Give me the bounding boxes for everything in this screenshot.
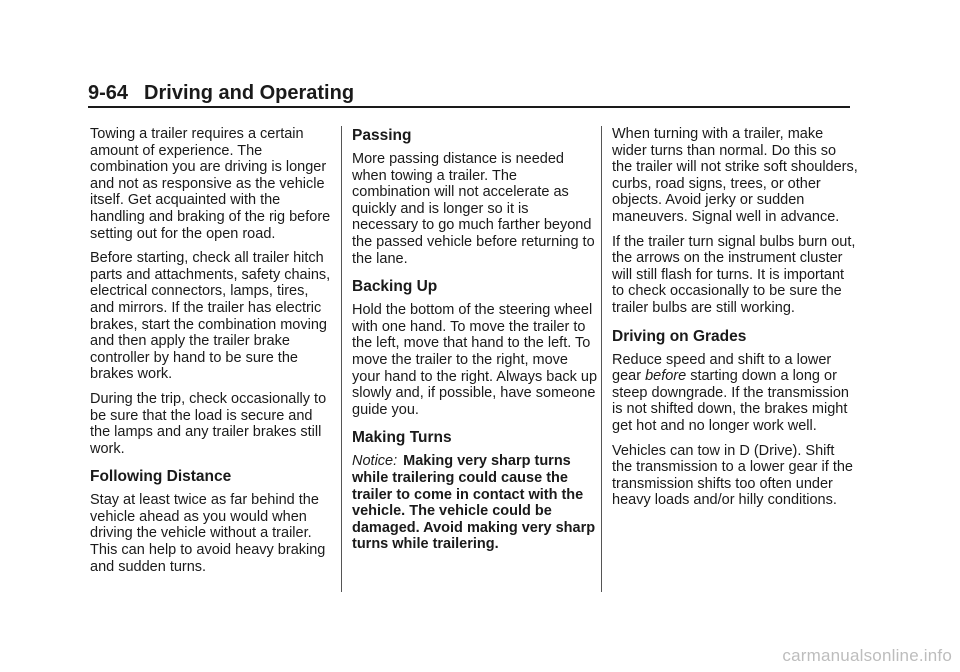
section-title: Driving and Operating bbox=[144, 82, 355, 104]
intro-paragraph: Towing a trailer requires a certain amount of experience. The combination you are driving is longer and not as responsive as the vehicle itself. Get acquainted with the handling and braking of the rig before setting out for the open road. bbox=[90, 126, 331, 242]
page-number: 9-64 bbox=[88, 82, 129, 104]
column-2 bbox=[352, 126, 598, 561]
before-starting-paragraph: Before starting, check all trailer hitch parts and attachments, safety chains, electrical connectors, lamps, tires, and mirrors. If the trailer has electric brakes, start the combination moving and then apply the trailer brake controller by hand to be sure the brakes work. bbox=[90, 250, 331, 383]
grades-paragraph bbox=[612, 352, 858, 435]
backing-up-heading: Backing Up bbox=[352, 278, 438, 296]
driving-on-grades-heading: Driving on Grades bbox=[612, 327, 747, 345]
during-trip-paragraph: During the trip, check occasionally to be sure that the load is secure and the lamps and any trailer brakes still work. bbox=[90, 390, 327, 457]
watermark: carmanualsonline.info bbox=[782, 646, 952, 665]
following-distance-heading: Following Distance bbox=[90, 468, 232, 486]
passing-text: More passing distance is needed when towing a trailer. The combination will not accelerate as quickly and is longer so it is necessary to go much farther beyond the passed vehicle before returning to the lane. bbox=[352, 151, 595, 267]
turn-signal-paragraph: If the trailer turn signal bulbs burn out, the arrows on the instrument cluster will still flash for turns. It is important to check occasionally to be sure the trailer bulbs are still working. bbox=[612, 233, 856, 316]
notice-text: Making very sharp turns while trailering could cause the trailer to come in contact with the vehicle. The vehicle could be damaged. Avoid making very sharp turns while trailering. bbox=[352, 453, 596, 553]
passing-heading: Passing bbox=[352, 127, 412, 144]
notice-block bbox=[352, 453, 598, 553]
backing-up-text: Hold the bottom of the steering wheel with one hand. To move the trailer to the left, move that hand to the left. To move the trailer to the right, move your hand to the right. Always back up slowly and, if possible, have someone guide you. bbox=[352, 302, 598, 418]
notice-label: Notice: bbox=[352, 453, 398, 470]
page-header bbox=[88, 80, 850, 108]
making-turns-heading: Making Turns bbox=[352, 429, 452, 447]
column-divider-2 bbox=[601, 126, 602, 592]
tow-in-drive-paragraph: Vehicles can tow in D (Drive). Shift the transmission to a lower gear if the transmission shifts too often under heavy loads and/or hilly conditions. bbox=[612, 442, 853, 509]
column-1 bbox=[90, 126, 336, 583]
grades-emphasis: before bbox=[645, 368, 687, 385]
grades-text-end: starting down a long or steep downgrade. If the transmission is not shifted down, the brakes might get hot and no longer work well. bbox=[612, 368, 849, 434]
grades-text-start: Reduce speed and shift to a lower gear bbox=[612, 351, 832, 385]
following-distance-text: Stay at least twice as far behind the vehicle ahead as you would when driving the vehicle without a trailer. This can help to avoid heavy braking and sudden turns. bbox=[90, 492, 326, 575]
column-3 bbox=[612, 126, 858, 517]
wider-turns-paragraph: When turning with a trailer, make wider turns than normal. Do this so the trailer will not strike soft shoulders, curbs, road signs, trees, or other objects. Avoid jerky or sudden maneuvers. Signal well in advance. bbox=[612, 126, 858, 225]
column-divider-1 bbox=[341, 126, 342, 592]
